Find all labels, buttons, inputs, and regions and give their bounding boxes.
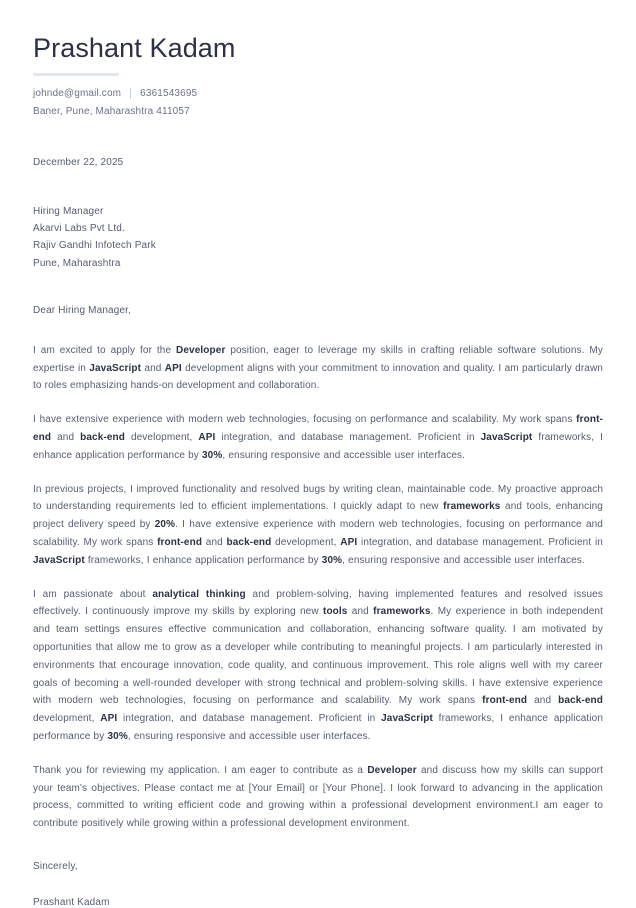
recipient-line-4: Pune, Maharashtra: [33, 257, 121, 269]
body-paragraph-3: In previous projects, I improved functionality and resolved bugs by writing clean, maintainable code. My proactive approach to understanding requirements led to efficient implementations. I quickly adapt to new frameworks and tools, enhancing project delivery speed by 20%. I have extensive experience with modern web technologies, focusing on performance and scalability. My work spans front-end and back-end development, API integration, and database management. Proficient in JavaScript frameworks, I enhance application performance by 30%, ensuring responsive and accessible user interfaces.: [33, 483, 603, 566]
emphasis-text: JavaScript: [480, 431, 533, 443]
emphasis-text: front-end: [157, 536, 203, 548]
emphasis-text: frameworks: [443, 501, 501, 513]
emphasis-text: back-end: [558, 695, 603, 707]
emphasis-text: Developer: [367, 764, 417, 776]
emphasis-text: analytical thinking: [152, 588, 246, 600]
contact-email: johnde@gmail.com: [33, 88, 122, 100]
body-paragraph-1: I am excited to apply for the Developer position, eager to leverage my skills in crafting reliable software solutions. My expertise in JavaScript and API development aligns with your commitment to innovation and quality. I am particularly drawn to roles emphasizing hands-on development and collaboration.: [33, 344, 603, 392]
contact-separator-icon: [130, 88, 131, 99]
body-paragraph-2: I have extensive experience with modern web technologies, focusing on performance and scalability. My work spans front-end and back-end development, API integration, and database management. Proficient in JavaScript frameworks, I enhance application performance by 30%, ensuring responsive and accessible user interfaces.: [33, 414, 603, 461]
salutation: Dear Hiring Manager,: [33, 304, 132, 316]
recipient-block: [33, 203, 603, 272]
emphasis-text: JavaScript: [381, 713, 433, 725]
emphasis-text: tools: [323, 606, 348, 618]
recipient-line-3: Rajiv Gandhi Infotech Park: [33, 240, 156, 252]
emphasis-text: front-end: [33, 414, 603, 443]
emphasis-text: front-end: [482, 695, 528, 707]
emphasis-text: 20%: [154, 519, 176, 531]
letter-header: [33, 33, 603, 119]
emphasis-text: Developer: [176, 344, 226, 356]
emphasis-text: API: [164, 362, 182, 374]
emphasis-text: 30%: [202, 449, 223, 461]
body-paragraph-4: I am passionate about analytical thinking and problem-solving, having implemented features and resolved issues effectively. I continuously improve my skills by exploring new tools and frameworks. My experience in both independent and team settings ensures effective communication and collaboration, enhancing software quality. I am motivated by opportunities that allow me to grow as a developer while contributing to meaningful projects. I am particularly interested in environments that encourage innovation, code quality, and continuous improvement. This role aligns well with my career goals of becoming a well-rounded developer with strong technical and problem-solving skills. I have extensive experience with modern web technologies, focusing on performance and scalability. My work spans front-end and back-end development, API integration, and database management. Proficient in JavaScript frameworks, I enhance application performance by 30%, ensuring responsive and accessible user interfaces.: [33, 588, 603, 742]
emphasis-text: 30%: [107, 730, 128, 742]
emphasis-text: back-end: [226, 536, 272, 548]
letter-date: December 22, 2025: [33, 157, 124, 169]
emphasis-text: API: [340, 536, 358, 548]
recipient-line-1: Hiring Manager: [33, 206, 104, 218]
emphasis-text: frameworks: [373, 606, 431, 618]
signature-name: Prashant Kadam: [33, 896, 110, 908]
emphasis-text: API: [100, 713, 118, 725]
emphasis-text: 30%: [321, 554, 343, 566]
emphasis-text: JavaScript: [33, 554, 85, 566]
contact-line: [33, 86, 603, 102]
emphasis-text: back-end: [80, 431, 125, 443]
header-divider: [33, 73, 119, 76]
page-title: Prashant Kadam: [33, 33, 236, 63]
contact-phone: 6361543695: [140, 88, 198, 100]
recipient-line-2: Akarvi Labs Pvt Ltd.: [33, 223, 125, 235]
emphasis-text: JavaScript: [89, 362, 142, 374]
letter-body: [33, 342, 603, 833]
emphasis-text: API: [198, 431, 216, 443]
contact-address: Baner, Pune, Maharashtra 411057: [33, 105, 190, 117]
body-paragraph-5: Thank you for reviewing my application. I am eager to contribute as a Developer and discuss how my skills can support your team's objectives. Please contact me at [Your Email] or [Your Phone]. I look forward to advancing in the application process, committed to writing efficient code and growing within a professional development environment.I am eager to contribute positively while growing within a professional development environment.: [33, 764, 603, 830]
closing-salutation: Sincerely,: [33, 860, 78, 872]
